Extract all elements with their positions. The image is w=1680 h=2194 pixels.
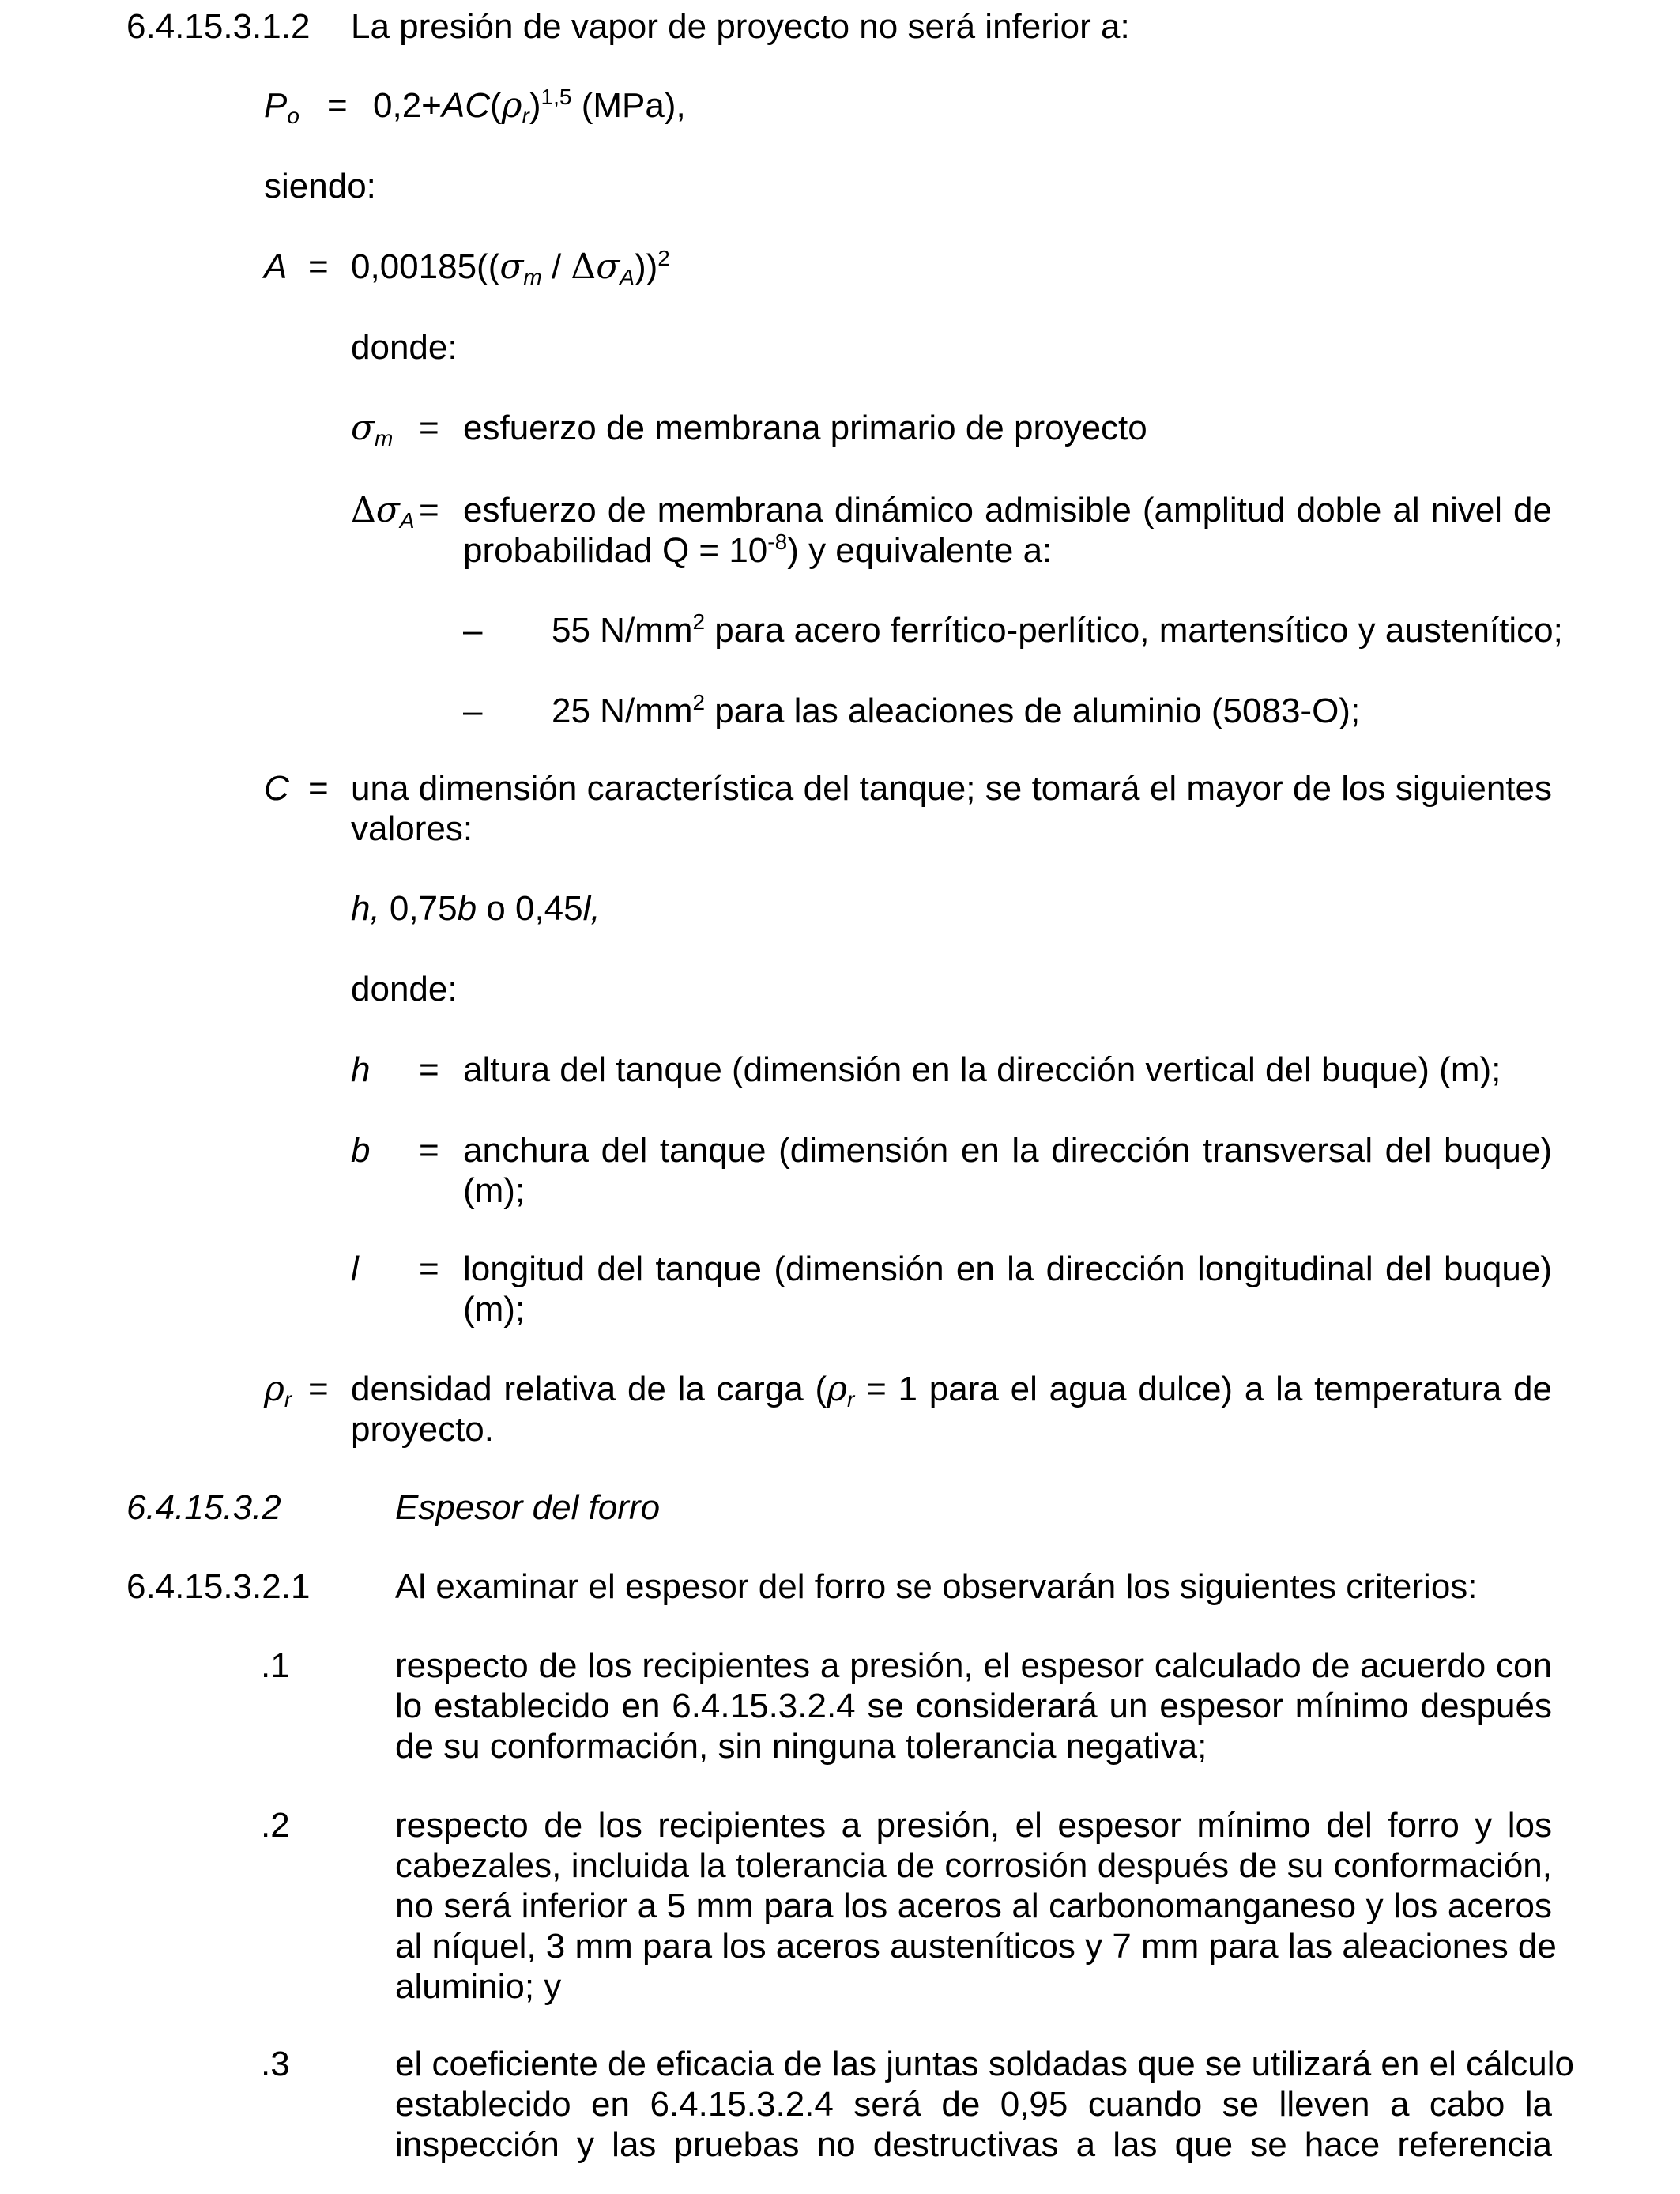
l-definition: longitud del tanque (dimensión en la dirección longitudinal del buque) (m); (463, 1250, 1552, 1329)
criterion-1-text: respecto de los recipientes a presión, el espesor calculado de acuerdo con lo establecido en 6.4.15.3.2.4 se considerará un espesor mínimo después de su conformación, sin ninguna tolerancia negativa; (395, 1646, 1552, 1766)
criterion-number-2: .2 (261, 1806, 290, 1845)
donde-label-2: donde: (351, 970, 458, 1008)
b-definition: anchura del tanque (dimensión en la dirección transversal del buque) (m); (463, 1131, 1552, 1210)
h-symbol: h (351, 1050, 371, 1089)
l-symbol: l (351, 1250, 359, 1288)
dash-item-steel: 55 $N/mm^2$ para acero ferrítico-perlítico, martensítico y austenítico; (552, 609, 1563, 650)
rho-r-definition: densidad relativa de la carga ($\rho_r = 1$ para el agua dulce) a la temperatura de proyecto. (351, 1369, 1553, 1449)
siendo-label: siendo: (264, 167, 376, 205)
c-eq: = (308, 769, 329, 808)
delta-sigma-a-definition: esfuerzo de membrana dinámico admisible (amplitud doble al nivel de probabilidad $Q = 10^{-8}$) y equivalente a: (463, 491, 1552, 570)
formula-po-rhs: $0,2+AC(\rho_r)^{1,5}$ (MPa), (373, 85, 686, 128)
section-text-6-4-15-3-2-1: Al examinar el espesor del forro se observarán los siguientes criterios: (395, 1567, 1478, 1606)
b-eq: = (419, 1131, 439, 1170)
c-symbol: C (264, 769, 289, 808)
b-symbol: b (351, 1131, 371, 1170)
dash-item-aluminium: 25 $N/mm^2$ para las aleaciones de aluminio (5083-O); (552, 690, 1361, 730)
rho-r-symbol: $\rho_r$ (264, 1369, 292, 1412)
section-number-6-4-15-3-2-1: 6.4.15.3.2.1 (126, 1567, 311, 1606)
criterion-number-1: .1 (261, 1646, 290, 1685)
donde-label-1: donde: (351, 328, 458, 367)
dash-bullet: – (463, 692, 483, 730)
formula-a-rhs: $0,00185((\sigma_m / \Delta\sigma_A))^2$ (351, 246, 670, 289)
c-values: h, 0,75b o 0,45l, (351, 889, 601, 928)
sigma-m-eq: = (419, 409, 439, 447)
criterion-3-text: el coeficiente de eficacia de las juntas soldadas que se utilizará en el cálculo establecido en 6.4.15.3.2.4 será de 0,95 cuando se lleven a cabo la inspección y las pruebas no destructivas a las que se hace referencia (395, 2045, 1575, 2164)
section-number-6-4-15-3-1-2: 6.4.15.3.1.2 (126, 7, 311, 46)
criterion-2-text: respecto de los recipientes a presión, el espesor mínimo del forro y los cabezales, incluida la tolerancia de corrosión después de su conformación, no será inferior a 5 mm para los aceros al carbonomanganeso y los aceros al níquel, 3 mm para los aceros austeníticos y 7 mm para las aleaciones de aluminio; y (395, 1806, 1557, 2006)
h-definition: altura del tanque (dimensión en la dirección vertical del buque) (m); (463, 1050, 1501, 1089)
dash-bullet: – (463, 611, 483, 650)
c-definition: una dimensión característica del tanque; se tomará el mayor de los siguientes valores: (351, 769, 1552, 848)
delta-sigma-a-eq: = (419, 491, 439, 530)
l-eq: = (419, 1250, 439, 1288)
rho-r-eq: = (308, 1370, 329, 1408)
section-text-6-4-15-3-1-2: La presión de vapor de proyecto no será inferior a: (351, 7, 1130, 46)
section-number-6-4-15-3-2: 6.4.15.3.2 (126, 1488, 281, 1527)
formula-po-var: P (264, 86, 288, 125)
formula-a-var: A (264, 247, 288, 286)
formula-po: $P_o$ (264, 86, 299, 128)
formula-po-eq: = (327, 86, 348, 125)
formula-a-eq: = (308, 247, 329, 286)
criterion-number-3: .3 (261, 2045, 290, 2083)
sigma-m-symbol: $\sigma_m$ (351, 408, 394, 450)
h-eq: = (419, 1050, 439, 1089)
delta-sigma-a-symbol: $\Delta\sigma_A$ (351, 490, 415, 533)
sigma-m-definition: esfuerzo de membrana primario de proyecto (463, 409, 1147, 447)
section-title-6-4-15-3-2: Espesor del forro (395, 1488, 661, 1527)
